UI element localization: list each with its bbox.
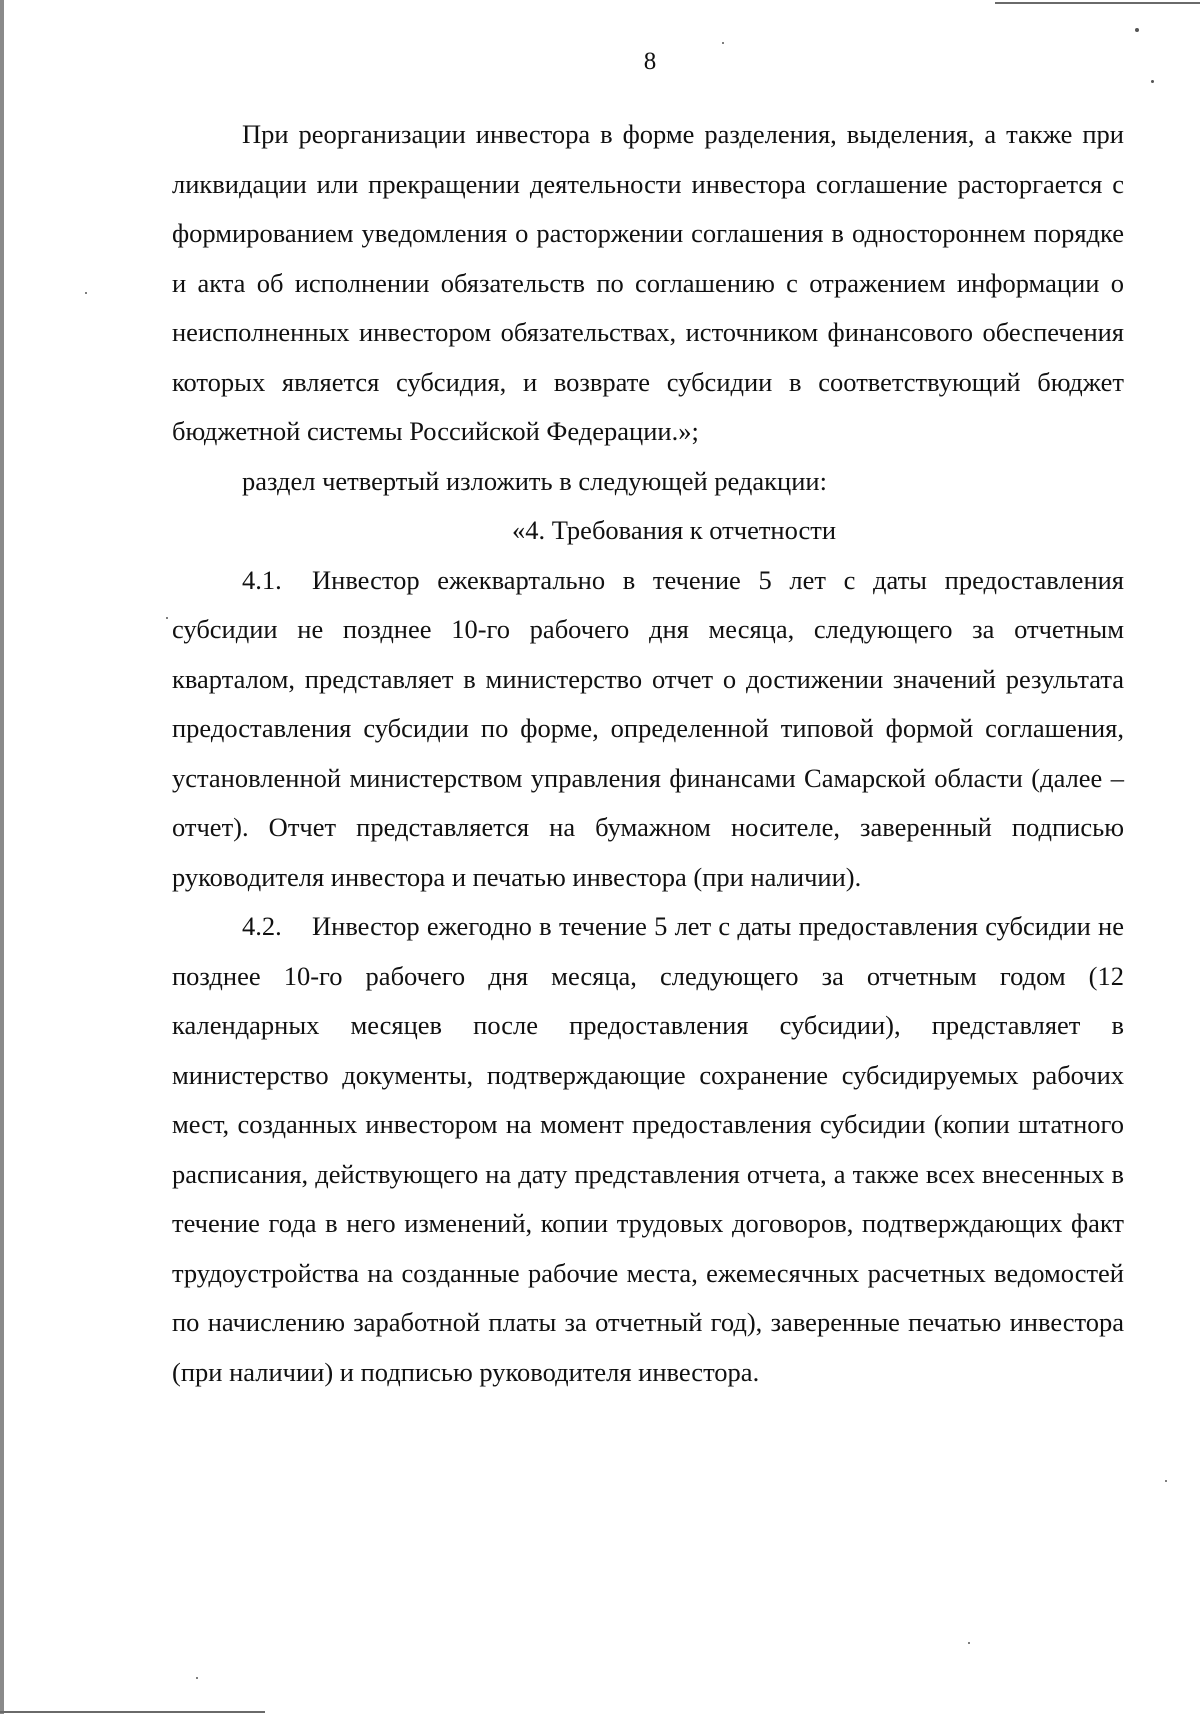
scan-speck bbox=[1135, 28, 1139, 32]
page-number: 8 bbox=[643, 48, 657, 75]
scan-edge-top bbox=[995, 2, 1200, 4]
scan-speck bbox=[1165, 1480, 1167, 1482]
paragraph-reorganization: При реорганизации инвестора в форме разделения, выделения, а также при ликвидации или прекращении деятельности инвестора соглашение расторгается с формированием уведомления о расторжении соглашения в одностороннем порядке и акта об исполнении обязательств по соглашению с отражением информации о неисполненных инвестором обязательствах, источником финансового обеспечения которых является субсидия, и возврате субсидии в соответствующий бюджет бюджетной системы Российской Федерации.»; bbox=[172, 119, 1124, 446]
clause-text-4-1: Инвестор ежеквартально в течение 5 лет с даты предоставления субсидии не позднее 10-го рабочего дня месяца, следующего за отчетным кварталом, представляет в министерство отчет о достижении значений результата предоставления субсидии по форме, определенной типовой формой соглашения, установленной министерством управления финансами Самарской области (далее – отчет). Отчет представляется на бумажном носителе, заверенный подписью руководителя инвестора и печатью инвестора (при наличии). bbox=[172, 564, 1124, 892]
paragraph-section-four-intro: раздел четвертый изложить в следующей редакции: bbox=[242, 465, 827, 496]
scan-edge-bottom bbox=[0, 1711, 265, 1713]
paragraph-4-2 bbox=[172, 902, 1124, 1397]
scan-speck bbox=[196, 1677, 198, 1679]
clause-number-4-1: 4.1. bbox=[242, 564, 282, 595]
clause-text-4-2: Инвестор ежегодно в течение 5 лет с даты предоставления субсидии не позднее 10-го рабочего дня месяца, следующего за отчетным годом (12 календарных месяцев после предоставления субсидии), представляет в министерство документы, подтверждающие сохранение субсидируемых рабочих мест, созданных инвестором на момент предоставления субсидии (копии штатного расписания, действующего на дату представления отчета, а также всех внесенных в течение года в него изменений, копии трудовых договоров, подтверждающих факт трудоустройства на созданные рабочие места, ежемесячных расчетных ведомостей по начислению заработной платы за отчетный год), заверенные печатью инвестора (при наличии) и подписью руководителя инвестора. bbox=[172, 911, 1124, 1387]
scan-speck bbox=[166, 617, 168, 619]
section-heading: «4. Требования к отчетности bbox=[512, 515, 837, 545]
clause-number-4-2: 4.2. bbox=[242, 911, 282, 941]
scan-speck bbox=[85, 292, 87, 294]
scan-speck bbox=[968, 1642, 970, 1644]
paragraph-4-1 bbox=[172, 556, 1124, 903]
document-body bbox=[172, 110, 1124, 1397]
scan-speck bbox=[722, 42, 724, 44]
scan-speck bbox=[1151, 80, 1154, 83]
scan-edge-left bbox=[0, 0, 4, 1714]
